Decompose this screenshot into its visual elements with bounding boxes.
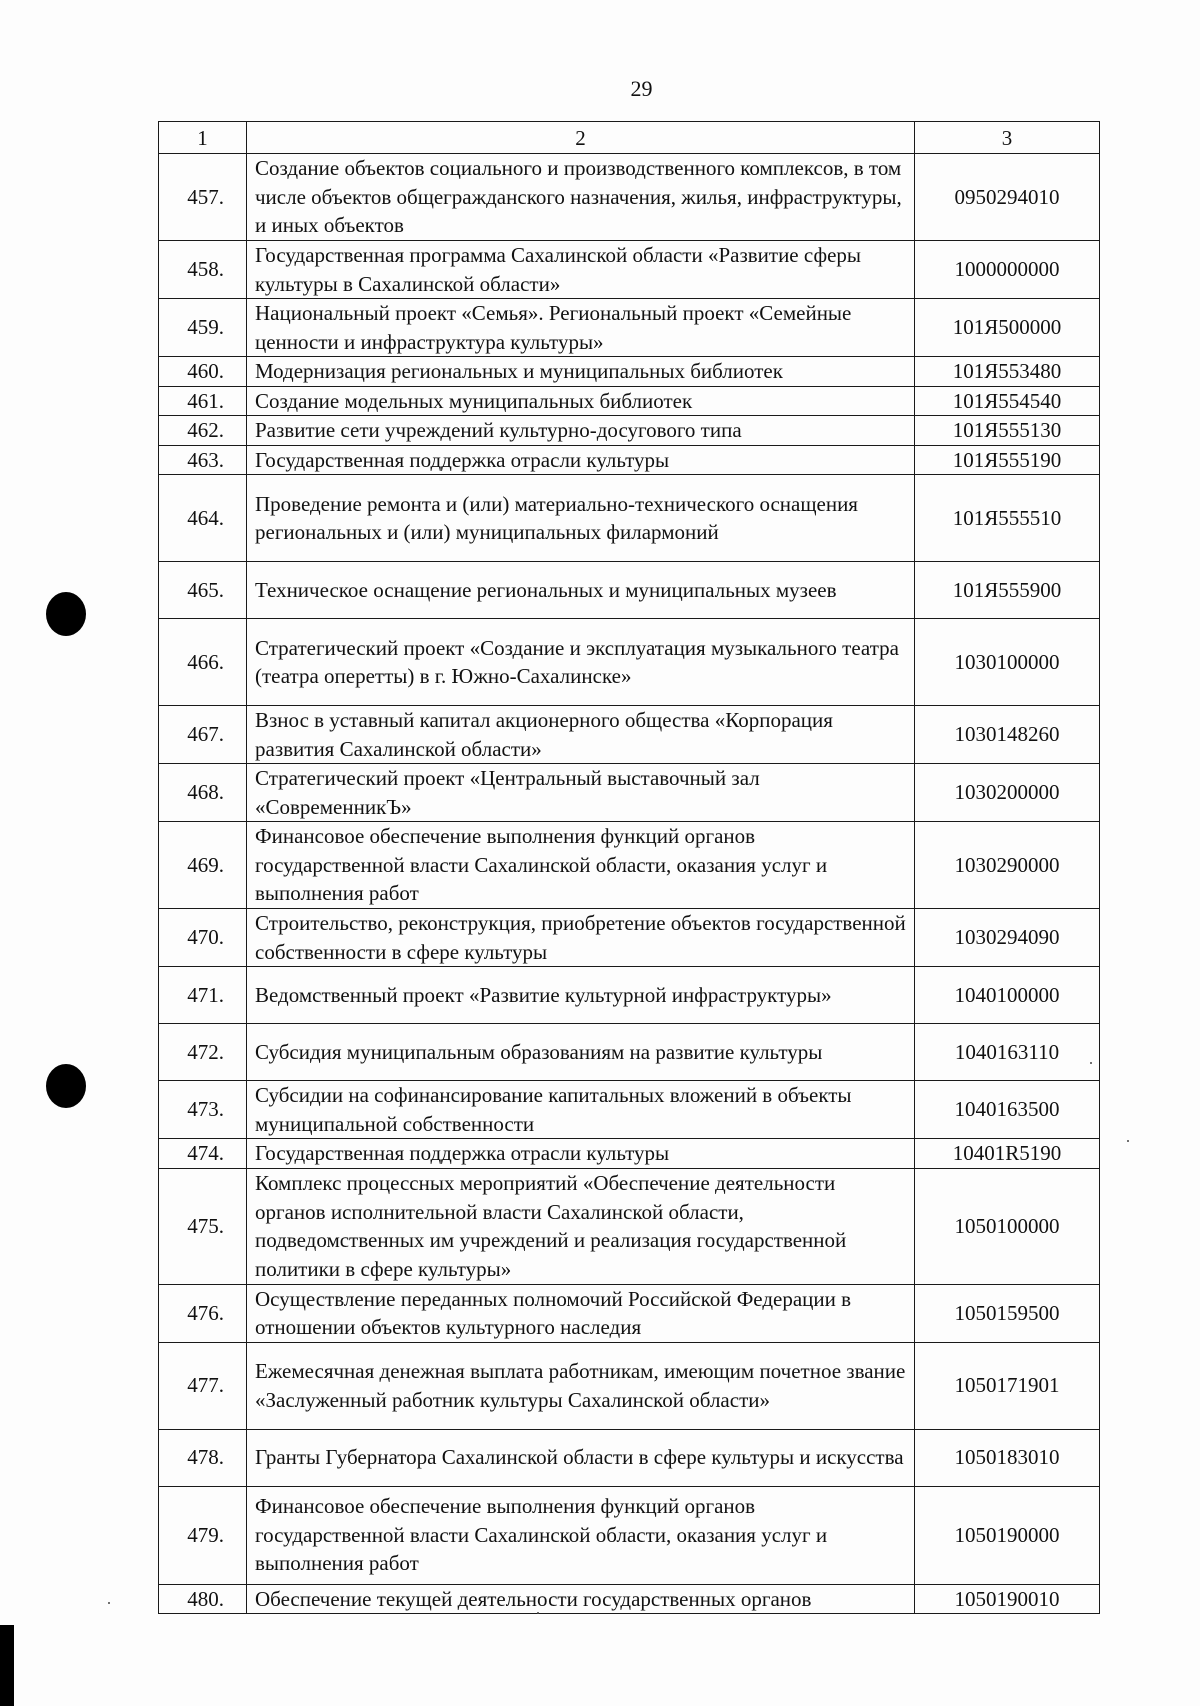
row-code: 1030100000 — [915, 619, 1100, 706]
row-number: 457. — [159, 154, 247, 241]
row-number: 460. — [159, 357, 247, 387]
row-number: 468. — [159, 764, 247, 822]
scan-edge-mark — [0, 1625, 14, 1706]
table-row — [159, 241, 1100, 299]
table-row — [159, 822, 1100, 909]
row-number: 464. — [159, 475, 247, 562]
row-name: Государственная поддержка отрасли культуры — [247, 445, 915, 475]
row-number: 472. — [159, 1024, 247, 1081]
table-row — [159, 475, 1100, 562]
row-name: Создание объектов социального и производственного комплексов, в том числе объектов общегражданского назначения, жилья, инфраструктуры, и иных объектов — [247, 154, 915, 241]
row-name: Финансовое обеспечение выполнения функций органов государственной власти Сахалинской области, оказания услуг и выполнения работ — [247, 822, 915, 909]
document-table-container — [158, 121, 1100, 1614]
row-name: Государственная поддержка отрасли культуры — [247, 1139, 915, 1169]
row-number: 473. — [159, 1081, 247, 1139]
table-row — [159, 1081, 1100, 1139]
scan-speck — [1090, 1062, 1092, 1064]
table-row — [159, 416, 1100, 446]
row-number: 480. — [159, 1584, 247, 1614]
row-code: 1030294090 — [915, 909, 1100, 967]
row-number: 462. — [159, 416, 247, 446]
row-name: Гранты Губернатора Сахалинской области в сфере культуры и искусства — [247, 1429, 915, 1486]
row-number: 465. — [159, 562, 247, 619]
row-number: 478. — [159, 1429, 247, 1486]
row-number: 458. — [159, 241, 247, 299]
row-code: 1050183010 — [915, 1429, 1100, 1486]
row-number: 479. — [159, 1486, 247, 1584]
table-row — [159, 1168, 1100, 1284]
table-row — [159, 764, 1100, 822]
table-header-row — [159, 122, 1100, 154]
table-row — [159, 619, 1100, 706]
row-number: 469. — [159, 822, 247, 909]
row-code: 1040100000 — [915, 967, 1100, 1024]
table-row — [159, 299, 1100, 357]
punch-hole-mark — [46, 592, 86, 636]
table-row — [159, 1429, 1100, 1486]
row-number: 476. — [159, 1284, 247, 1342]
row-code: 101Я500000 — [915, 299, 1100, 357]
row-code: 1040163500 — [915, 1081, 1100, 1139]
row-code: 0950294010 — [915, 154, 1100, 241]
row-name: Субсидии на софинансирование капитальных вложений в объекты муниципальной собственности — [247, 1081, 915, 1139]
row-name: Субсидия муниципальным образованиям на развитие культуры — [247, 1024, 915, 1081]
row-number: 459. — [159, 299, 247, 357]
scan-speck — [108, 1602, 110, 1604]
table-row — [159, 357, 1100, 387]
table-row — [159, 562, 1100, 619]
row-name: Комплекс процессных мероприятий «Обеспечение деятельности органов исполнительной власти Сахалинской области, подведомственных им учреждений и реализация государственной политики в сфере культуры» — [247, 1168, 915, 1284]
row-name: Национальный проект «Семья». Региональный проект «Семейные ценности и инфраструктура культуры» — [247, 299, 915, 357]
table-row — [159, 967, 1100, 1024]
column-header: 3 — [915, 122, 1100, 154]
row-code: 1050159500 — [915, 1284, 1100, 1342]
row-name: Модернизация региональных и муниципальных библиотек — [247, 357, 915, 387]
scan-speck — [1127, 1140, 1129, 1142]
row-name: Развитие сети учреждений культурно-досугового типа — [247, 416, 915, 446]
row-number: 477. — [159, 1342, 247, 1429]
table-row — [159, 445, 1100, 475]
row-code: 101Я553480 — [915, 357, 1100, 387]
row-number: 461. — [159, 386, 247, 416]
row-code: 1030148260 — [915, 706, 1100, 764]
row-name: Стратегический проект «Создание и эксплуатация музыкального театра (театра оперетты) в г. Южно-Сахалинске» — [247, 619, 915, 706]
table-row — [159, 706, 1100, 764]
column-header: 1 — [159, 122, 247, 154]
row-number: 471. — [159, 967, 247, 1024]
column-header: 2 — [247, 122, 915, 154]
row-number: 474. — [159, 1139, 247, 1169]
row-code: 1050100000 — [915, 1168, 1100, 1284]
table-row — [159, 1024, 1100, 1081]
row-code: 1050171901 — [915, 1342, 1100, 1429]
table-row — [159, 909, 1100, 967]
row-code: 1030200000 — [915, 764, 1100, 822]
table-row — [159, 154, 1100, 241]
table-row — [159, 1342, 1100, 1429]
scan-speck — [537, 1612, 539, 1614]
row-name: Государственная программа Сахалинской области «Развитие сферы культуры в Сахалинской области» — [247, 241, 915, 299]
row-name: Взнос в уставный капитал акционерного общества «Корпорация развития Сахалинской области» — [247, 706, 915, 764]
row-number: 470. — [159, 909, 247, 967]
row-code: 10401R5190 — [915, 1139, 1100, 1169]
table-row — [159, 386, 1100, 416]
document-table — [158, 121, 1100, 1614]
table-row — [159, 1139, 1100, 1169]
row-code: 1050190010 — [915, 1584, 1100, 1614]
row-name: Создание модельных муниципальных библиотек — [247, 386, 915, 416]
row-code: 1000000000 — [915, 241, 1100, 299]
row-code: 1050190000 — [915, 1486, 1100, 1584]
row-number: 466. — [159, 619, 247, 706]
row-name: Ведомственный проект «Развитие культурной инфраструктуры» — [247, 967, 915, 1024]
row-name: Обеспечение текущей деятельности государственных органов — [247, 1584, 915, 1614]
punch-hole-mark — [46, 1064, 86, 1108]
row-code: 101Я554540 — [915, 386, 1100, 416]
row-number: 463. — [159, 445, 247, 475]
row-code: 101Я555900 — [915, 562, 1100, 619]
row-code: 101Я555190 — [915, 445, 1100, 475]
row-name: Строительство, реконструкция, приобретение объектов государственной собственности в сфере культуры — [247, 909, 915, 967]
row-number: 475. — [159, 1168, 247, 1284]
row-code: 101Я555510 — [915, 475, 1100, 562]
row-name: Осуществление переданных полномочий Российской Федерации в отношении объектов культурного наследия — [247, 1284, 915, 1342]
row-name: Проведение ремонта и (или) материально-технического оснащения региональных и (или) муниципальных филармоний — [247, 475, 915, 562]
row-name: Ежемесячная денежная выплата работникам, имеющим почетное звание «Заслуженный работник культуры Сахалинской области» — [247, 1342, 915, 1429]
row-code: 101Я555130 — [915, 416, 1100, 446]
table-row — [159, 1584, 1100, 1614]
table-row — [159, 1486, 1100, 1584]
page-number: 29 — [630, 76, 653, 101]
row-name: Финансовое обеспечение выполнения функций органов государственной власти Сахалинской области, оказания услуг и выполнения работ — [247, 1486, 915, 1584]
row-number: 467. — [159, 706, 247, 764]
row-name: Техническое оснащение региональных и муниципальных музеев — [247, 562, 915, 619]
row-code: 1030290000 — [915, 822, 1100, 909]
table-body — [159, 154, 1100, 1614]
row-name: Стратегический проект «Центральный выставочный зал «СовременникЪ» — [247, 764, 915, 822]
table-row — [159, 1284, 1100, 1342]
row-code: 1040163110 — [915, 1024, 1100, 1081]
